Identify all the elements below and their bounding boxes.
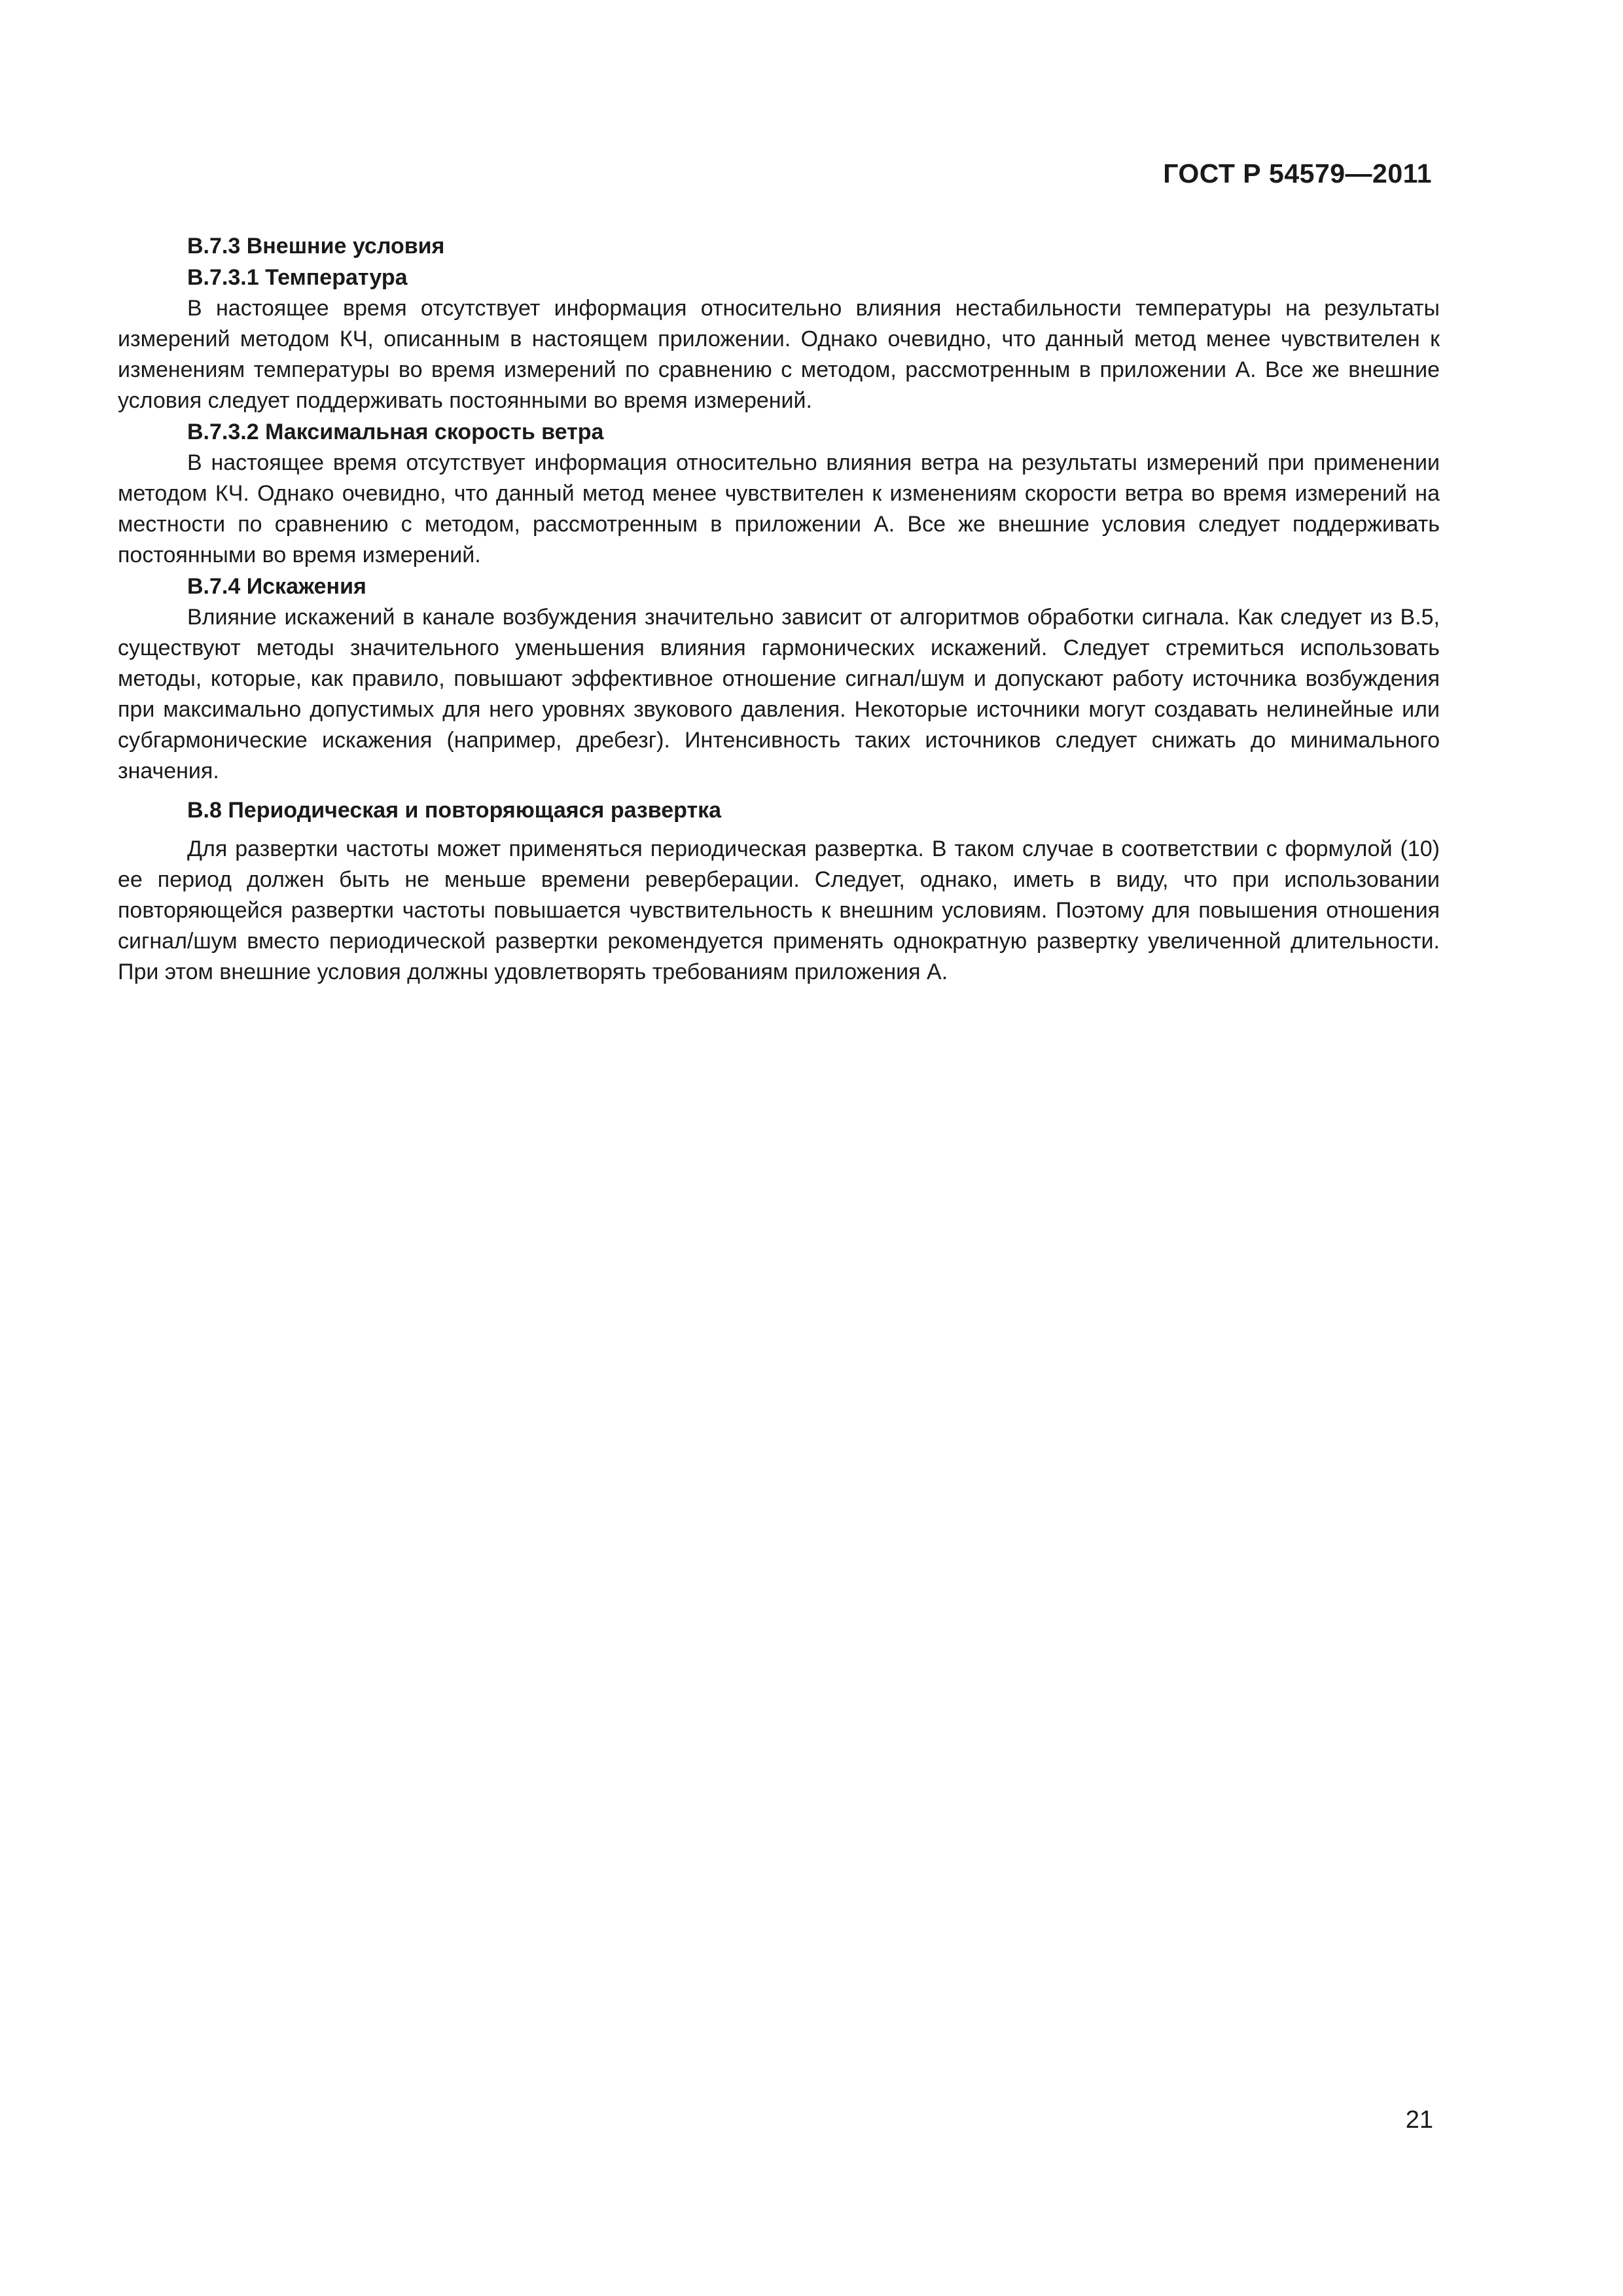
section-spacer: [118, 826, 1440, 834]
document-body: [118, 230, 1440, 988]
document-code: ГОСТ Р 54579—2011: [1163, 158, 1432, 188]
section-heading-b-7-3-1: В.7.3.1 Температура: [187, 265, 408, 290]
section-paragraph-b-8: Для развертки частоты может применяться периодическая развертка. В таком случае в соответствии с формулой (10) ее период должен быть не меньше времени реверберации. Следует, однако, иметь в виду, что при использовании повторяющейся развертки частоты повышается чувствительность к внешним условиям. Поэтому для повышения отношения сигнал/шум вместо периодической развертки рекомендуется применять однократную развертку увеличенной длительности. При этом внешние условия должны удовлетворять требованиям приложения А.: [118, 836, 1440, 984]
section-heading-b-8: В.8 Периодическая и повторяющаяся развертка: [187, 798, 722, 823]
section-paragraph-b-7-3-1: В настоящее время отсутствует информация относительно влияния нестабильности температуры на результаты измерений методом КЧ, описанным в настоящем приложении. Однако очевидно, что данный метод менее чувствителен к изменениям температуры во время измерений по сравнению с методом, рассмотренным в приложении А. Все же внешние условия следует поддерживать постоянными во время измерений.: [118, 296, 1440, 413]
section-paragraph-b-7-3-2: В настоящее время отсутствует информация относительно влияния ветра на результаты измерений при применении методом КЧ. Однако очевидно, что данный метод менее чувствителен к изменениям скорости ветра во время измерений на местности по сравнению с методом, рассмотренным в приложении А. Все же внешние условия следует поддерживать постоянными во время измерений.: [118, 450, 1440, 567]
section-paragraph-b-7-4: Влияние искажений в канале возбуждения значительно зависит от алгоритмов обработки сигнала. Как следует из В.5, существуют методы значительного уменьшения влияния гармонических искажений. Следует стремиться использовать методы, которые, как правило, повышают эффективное отношение сигнал/шум и допускают работу источника возбуждения при максимально допустимых для него уровнях звукового давления. Некоторые источники могут создавать нелинейные или субгармонические искажения (например, дребезг). Интенсивность таких источников следует снижать до минимального значения.: [118, 605, 1440, 783]
section-heading-b-7-4: В.7.4 Искажения: [187, 574, 366, 599]
page-number: 21: [1405, 2106, 1433, 2134]
section-spacer: [118, 787, 1440, 795]
section-heading-b-7-3: В.7.3 Внешние условия: [187, 234, 445, 259]
section-heading-b-7-3-2: В.7.3.2 Максимальная скорость ветра: [187, 420, 604, 444]
